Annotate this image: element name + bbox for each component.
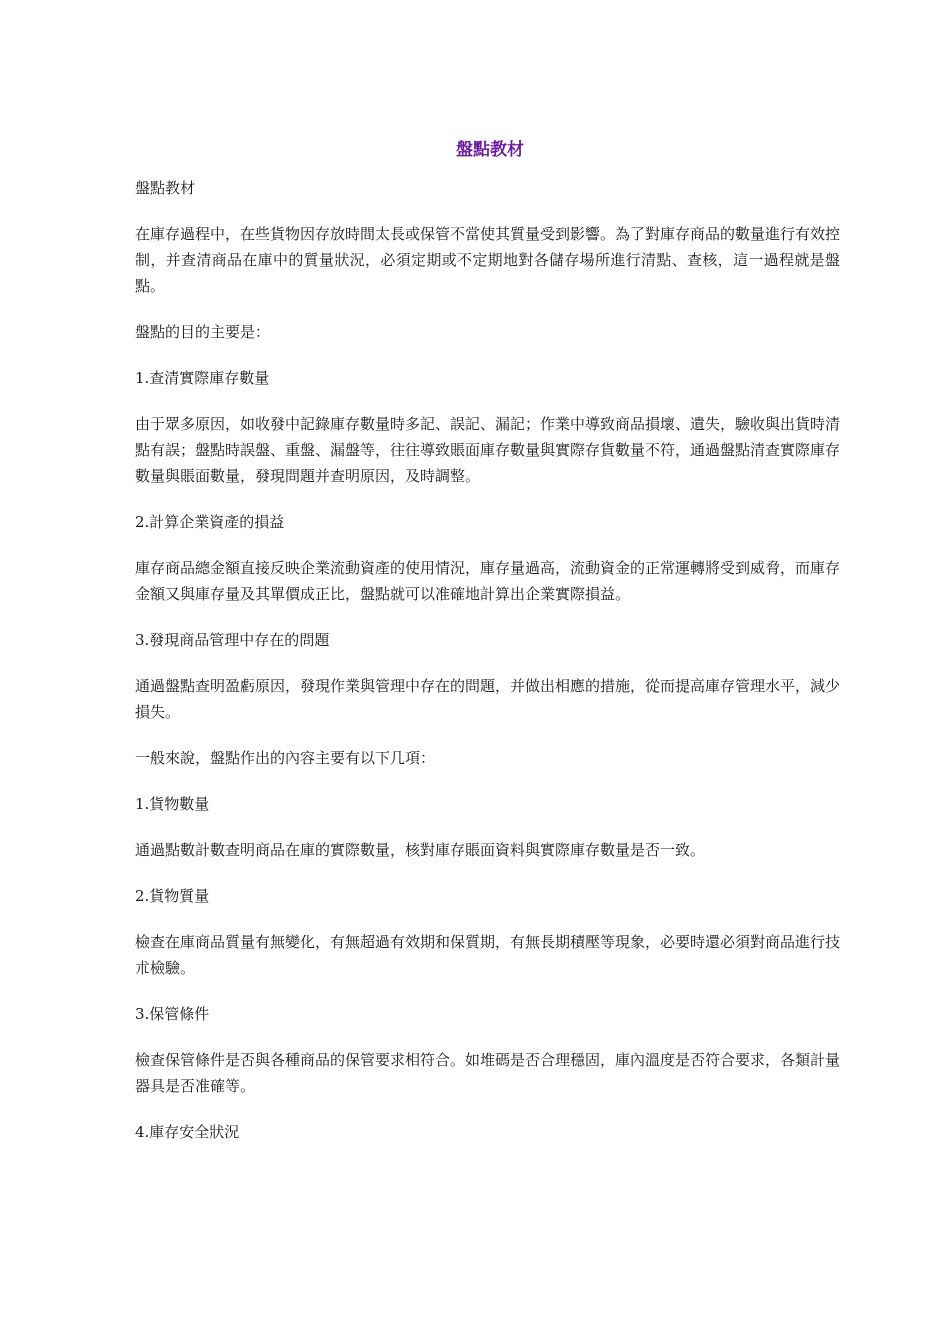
paragraph-content-heading: 一般來說，盤點作出的內容主要有以下几項：	[135, 749, 436, 767]
paragraph-item-text: 通過點數計數查明商品在庫的實際數量，核對庫存賬面資料與實際庫存數量是否一致。	[135, 841, 706, 859]
paragraph-item-text: 由于眾多原因，如收發中記錄庫存數量時多記、誤記、漏記；作業中導致商品損壞、遺失，驗收與出貨時清點有誤；盤點時誤盤、重盤、漏盤等，往往導致賬面庫存數量與實際存貨數量不符，通過盤點清查實際庫存數量與賬面數量，發現問題并查明原因，及時調整。	[135, 415, 841, 485]
paragraph-item-heading: 2.計算企業資產的損益	[135, 513, 285, 531]
paragraph-item-heading: 1.貨物數量	[135, 795, 210, 813]
paragraph-item-heading: 2.貨物質量	[135, 887, 210, 905]
paragraph-item-heading: 1.查清實際庫存數量	[135, 369, 270, 387]
paragraph-item-heading: 3.發現商品管理中存在的問題	[135, 631, 330, 649]
document-body	[135, 175, 840, 1165]
paragraph-purpose-heading: 盤點的目的主要是：	[135, 323, 271, 341]
paragraph-item-text: 通過盤點查明盈虧原因，發現作業與管理中存在的問題，并做出相應的措施，從而提高庫存管理水平，減少損失。	[135, 677, 841, 721]
paragraph-intro: 在庫存過程中，在些貨物因存放時間太長或保管不當使其質量受到影響。為了對庫存商品的數量進行有效控制，并查清商品在庫中的質量狀況，必須定期或不定期地對各儲存場所進行清點、查核，這一過程就是盤點。	[135, 225, 841, 295]
document-title: 盤點教材	[456, 140, 524, 160]
paragraph-item-heading: 4.庫存安全狀況	[135, 1123, 240, 1141]
paragraph-subtitle: 盤點教材	[135, 179, 196, 197]
paragraph-item-text: 檢查在庫商品質量有無變化，有無超過有效期和保質期，有無長期積壓等現象，必要時還必須對商品進行技朮檢驗。	[135, 933, 841, 977]
paragraph-item-heading: 3.保管條件	[135, 1005, 210, 1023]
paragraph-item-text: 檢查保管條件是否與各種商品的保管要求相符合。如堆碼是否合理穩固，庫內溫度是否符合要求，各類計量器具是否准確等。	[135, 1051, 841, 1095]
paragraph-item-text: 庫存商品總金額直接反映企業流動資產的使用情況，庫存量過高，流動資金的正常運轉將受到威脅，而庫存金額又與庫存量及其單價成正比，盤點就可以准確地計算出企業實際損益。	[135, 559, 841, 603]
